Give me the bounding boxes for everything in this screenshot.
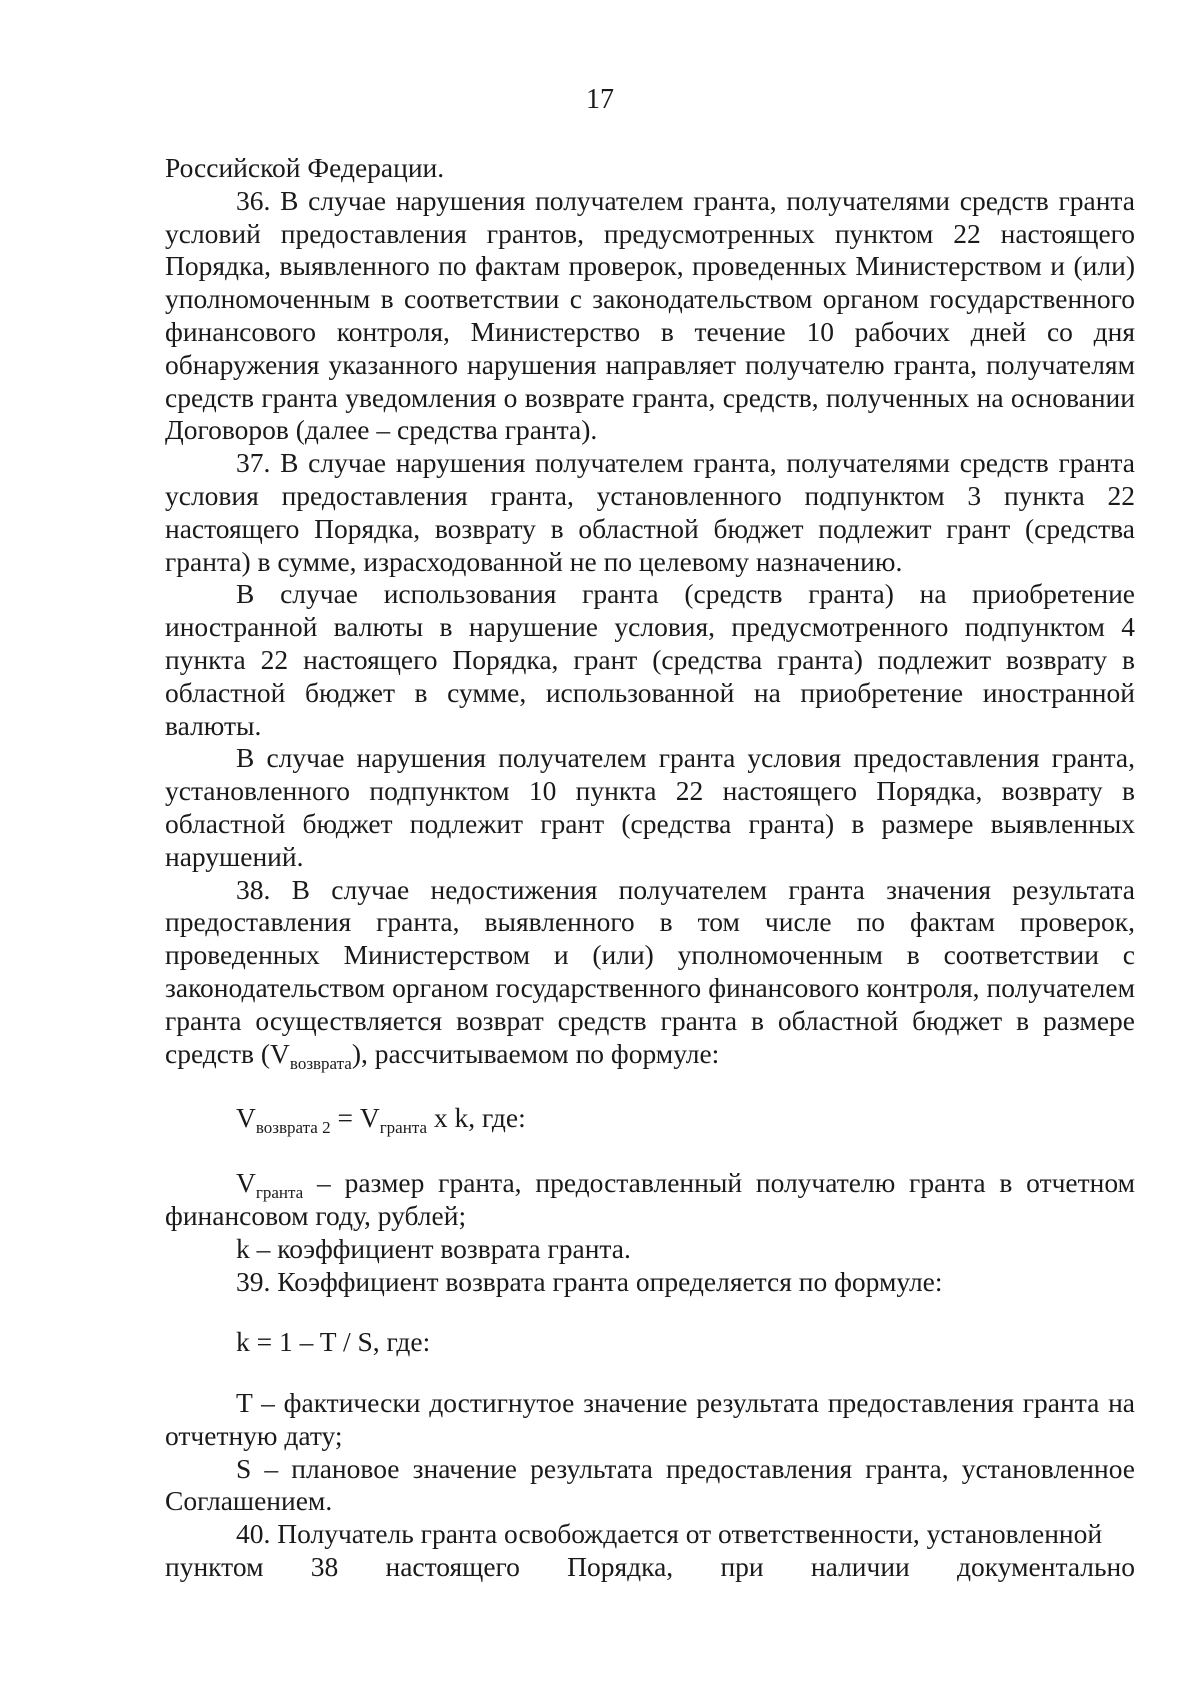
paragraph-40-line2: пунктом 38 настоящего Порядка, при наличии документально [165, 1551, 1135, 1583]
formula-equals: = V [330, 1102, 380, 1134]
paragraph-38-end: ), рассчитываемом по формуле: [351, 1037, 720, 1069]
definition-v-grant [165, 1167, 1135, 1233]
document-body [165, 152, 1135, 1584]
paragraph-continuation: Российской Федерации. [165, 152, 445, 183]
paragraph-37-currency: В случае использования гранта (средств гранта) на приобретение иностранной валюты в нарушение условия, предусмотренного подпунктом 4 пункта 22 настоящего Порядка, грант (средства гранта) подлежит возврату в областной бюджет в сумме, использованной на приобретение иностранной валюты. [165, 578, 1135, 741]
formula-subscript-return: возврата 2 [255, 1118, 331, 1138]
definition-t: T – фактически достигнутое значение результата предоставления гранта на отчетную дату; [165, 1387, 1135, 1451]
formula-symbol-v: V [236, 1102, 256, 1134]
formula-rest: x k, где: [427, 1102, 526, 1134]
paragraph-36: 36. В случае нарушения получателем гранта, получателями средств гранта условий предоставления грантов, предусмотренных пунктом 22 настоящего Порядка, выявленного по фактам проверок, проведенных Министерством и (или) уполномоченным в соответствии с законодательством органом государственного финансового контроля, Министерство в течение 10 рабочих дней со дня обнаружения указанного нарушения направляет получателю гранта, получателям средств гранта уведомления о возврате гранта, средств, полученных на основании Договоров (далее – средства гранта). [165, 184, 1135, 446]
paragraph-37-subpoint-10: В случае нарушения получателем гранта условия предоставления гранта, установленного подпунктом 10 пункта 22 настоящего Порядка, возврату в областной бюджет подлежит грант (средства гранта) в размере выявленных нарушений. [165, 742, 1135, 872]
paragraph-39: 39. Коэффициент возврата гранта определяется по формуле: [236, 1265, 943, 1297]
paragraph-38-text: 38. В случае недостижения получателем гранта значения результата предоставления гранта, выявленного в том числе по фактам проверок, проведенных Министерством и (или) уполномоченным в соответствии с законодательством органом государственного финансового контроля, получателем гранта осуществляется возврат средств гранта в областной бюджет в размере средств (V [165, 873, 1135, 1069]
definition-v-symbol: V [236, 1167, 256, 1199]
paragraph-37: 37. В случае нарушения получателем гранта, получателями средств гранта условия предоставления гранта, установленного подпунктом 3 пункта 22 настоящего Порядка, возврату в областной бюджет подлежит грант (средства гранта) в сумме, израсходованной не по целевому назначению. [165, 447, 1135, 577]
formula-return-amount [165, 1102, 1135, 1138]
paragraph-38-subscript: возврата [289, 1053, 352, 1073]
page-number: 17 [586, 84, 614, 115]
definition-k: k – коэффициент возврата гранта. [236, 1232, 631, 1264]
definition-v-text: – размер гранта, предоставленный получателю гранта в отчетном финансовом году, рублей; [165, 1167, 1135, 1231]
paragraph-40-line1: 40. Получатель гранта освобождается от ответственности, установленной [236, 1518, 1103, 1550]
formula-coefficient: k = 1 – T / S, где: [236, 1326, 431, 1358]
definition-s: S – плановое значение результата предоставления гранта, установленное Соглашением. [165, 1452, 1135, 1517]
paragraph-38 [165, 874, 1135, 1071]
definition-v-subscript: гранта [255, 1183, 304, 1203]
formula-subscript-grant: гранта [379, 1118, 428, 1138]
